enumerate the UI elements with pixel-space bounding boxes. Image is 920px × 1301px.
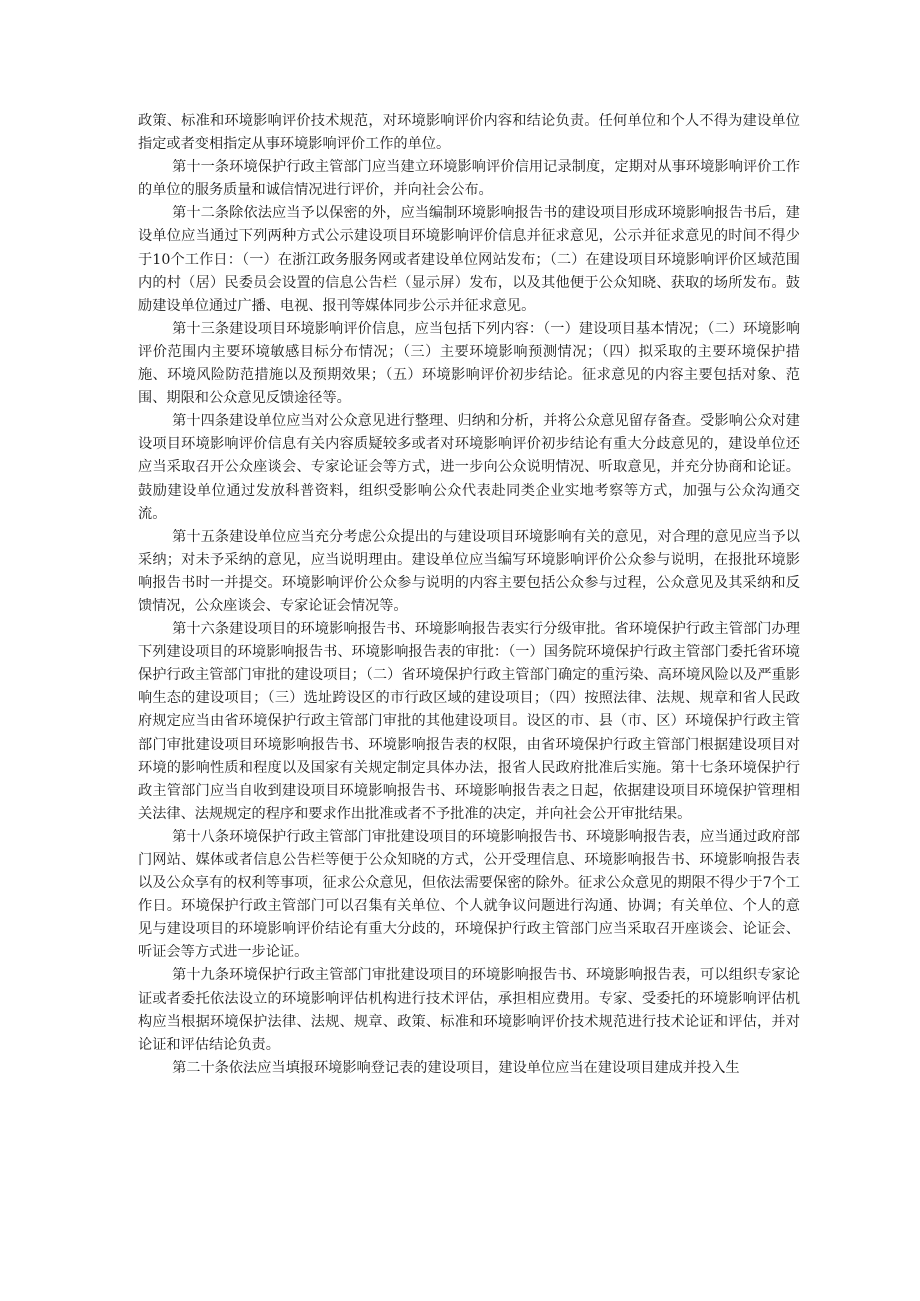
paragraph-article-18: 第十八条环境保护行政主管部门审批建设项目的环境影响报告书、环境影响报告表，应当通过政府部门网站、媒体或者信息公告栏等便于公众知晓的方式，公开受理信息、环境影响报告书、环境影响报告表以及公众享有的权利等事项，征求公众意见，但依法需要保密的除外。征求公众意见的期限不得少于7个工作日。环境保护行政主管部门可以召集有关单位、个人就争议问题进行沟通、协调；有关单位、个人的意见与建设项目的环境影响评价结论有重大分歧的，环境保护行政主管部门应当采取召开座谈会、论证会、听证会等方式进一步论证。 [138,828,800,961]
document-body [138,110,800,1080]
paragraph-article-19: 第十九条环境保护行政主管部门审批建设项目的环境影响报告书、环境影响报告表，可以组织专家论证或者委托依法设立的环境影响评估机构进行技术评估，承担相应费用。专家、受委托的环境影响评估机构应当根据环境保护法律、法规、规章、政策、标准和环境影响评价技术规范进行技术论证和评估，并对论证和评估结论负责。 [138,967,800,1053]
paragraph-article-20: 第二十条依法应当填报环境影响登记表的建设项目，建设单位应当在建设项目建成并投入生 [172,1059,740,1076]
paragraph-article-16-17: 第十六条建设项目的环境影响报告书、环境影响报告表实行分级审批。省环境保护行政主管部门办理下列建设项目的环境影响报告书、环境影响报告表的审批：（一）国务院环境保护行政主管部门委托省环境保护行政主管部门审批的建设项目；（二）省环境保护行政主管部门确定的重污染、高环境风险以及严重影响生态的建设项目；（三）选址跨设区的市行政区域的建设项目；（四）按照法律、法规、规章和省人民政府规定应当由省环境保护行政主管部门审批的其他建设项目。设区的市、县（市、区）环境保护行政主管部门审批建设项目环境影响报告书、环境影响报告表的权限，由省环境保护行政主管部门根据建设项目对环境的影响性质和程度以及国家有关规定制定具体办法，报省人民政府批准后实施。第十七条环境保护行政主管部门应当自收到建设项目环境影响报告书、环境影响报告表之日起，依据建设项目环境保护管理相关法律、法规规定的程序和要求作出批准或者不予批准的决定，并向社会公开审批结果。 [138,621,800,822]
paragraph-article-15: 第十五条建设单位应当充分考虑公众提出的与建设项目环境影响有关的意见，对合理的意见应当予以采纳；对未予采纳的意见，应当说明理由。建设单位应当编写环境影响评价公众参与说明，在报批环境影响报告书时一并提交。环境影响评价公众参与说明的内容主要包括公众参与过程，公众意见及其采纳和反馈情况，公众座谈会、专家论证会情况等。 [138,528,800,614]
paragraph-article-14: 第十四条建设单位应当对公众意见进行整理、归纳和分析，并将公众意见留存备查。受影响公众对建设项目环境影响评价信息有关内容质疑较多或者对环境影响评价初步结论有重大分歧意见的，建设单位还应当采取召开公众座谈会、专家论证会等方式，进一步向公众说明情况、听取意见，并充分协商和论证。鼓励建设单位通过发放科普资料，组织受影响公众代表赴同类企业实地考察等方式，加强与公众沟通交流。 [138,413,800,522]
paragraph-continuation: 政策、标准和环境影响评价技术规范，对环境影响评价内容和结论负责。任何单位和个人不得为建设单位指定或者变相指定从事环境影响评价工作的单位。 [138,113,800,153]
paragraph-article-11: 第十一条环境保护行政主管部门应当建立环境影响评价信用记录制度，定期对从事环境影响评价工作的单位的服务质量和诚信情况进行评价，并向社会公布。 [138,159,800,199]
paragraph-article-13: 第十三条建设项目环境影响评价信息，应当包括下列内容：（一）建设项目基本情况；（二）环境影响评价范围内主要环境敏感目标分布情况；（三）主要环境影响预测情况；（四）拟采取的主要环境保护措施、环境风险防范措施以及预期效果；（五）环境影响评价初步结论。征求意见的内容主要包括对象、范围、期限和公众意见反馈途径等。 [138,320,800,407]
paragraph-article-12: 第十二条除依法应当予以保密的外，应当编制环境影响报告书的建设项目形成环境影响报告书后，建设单位应当通过下列两种方式公示建设项目环境影响评价信息并征求意见，公示并征求意见的时间不得少于10个工作日：（一）在浙江政务服务网或者建设单位网站发布；（二）在建设项目环境影响评价区域范围内的村（居）民委员会设置的信息公告栏（显示屏）发布，以及其他便于公众知晓、获取的场所发布。鼓励建设单位通过广播、电视、报刊等媒体同步公示并征求意见。 [138,205,800,314]
